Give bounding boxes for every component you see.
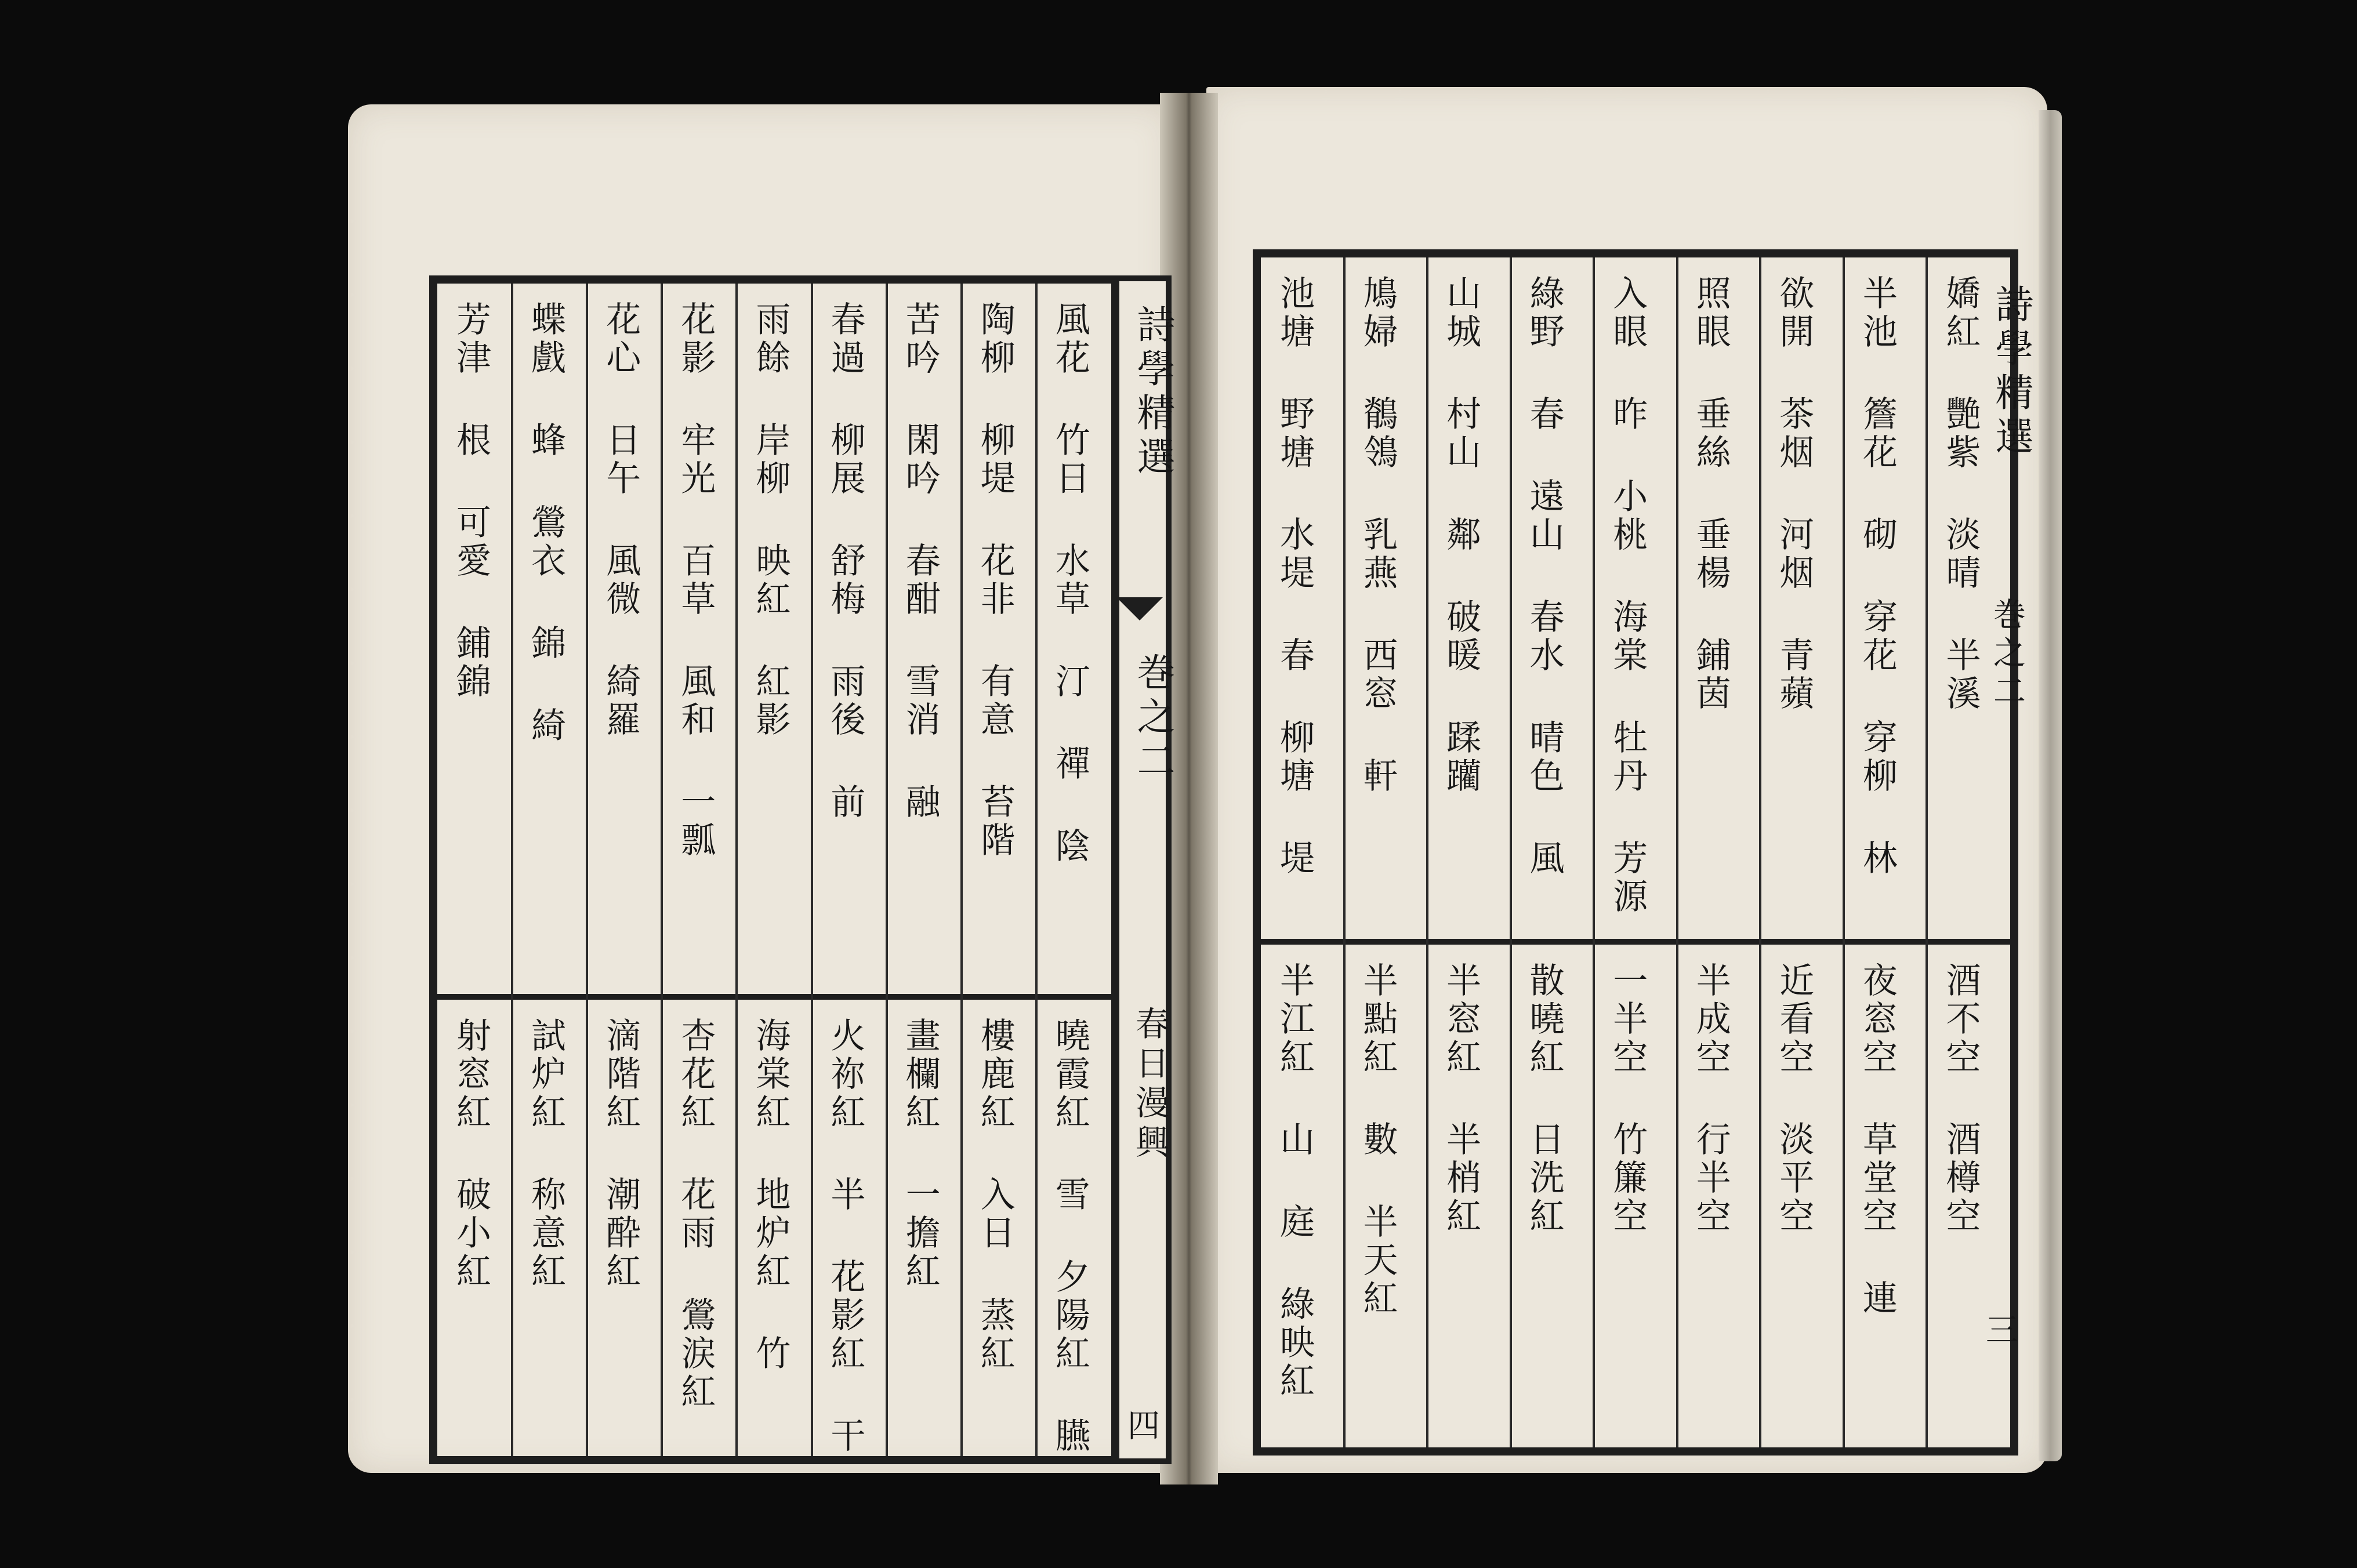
fish-tail-mark	[1116, 597, 1163, 620]
column-rule	[1759, 257, 1761, 1447]
lower-text-column: 散曉紅 日洗紅	[1524, 962, 1565, 1236]
column-rule	[886, 284, 888, 1456]
lower-text-column: 夜窓空 草堂空 連	[1856, 962, 1898, 1318]
right-text-frame	[1253, 249, 2018, 1456]
upper-text-column: 陶柳 柳堤 花非 有意 苔階	[974, 301, 1016, 860]
upper-text-column: 綠野 春 遠山 春水 晴色 風	[1524, 275, 1565, 878]
upper-text-column: 半池 簷花 砌 穿花 穿柳 林	[1856, 275, 1898, 878]
upper-text-column: 芳津 根 可愛 鋪錦	[451, 301, 491, 701]
column-rule	[1676, 257, 1678, 1447]
left-block-center	[1119, 275, 1175, 1464]
column-rule	[960, 284, 963, 1456]
lower-text-column: 半江紅 山 庭 綠映紅	[1274, 962, 1315, 1400]
lower-text-column: 半窓紅 半梢紅	[1441, 962, 1482, 1236]
right-text-grid	[1261, 257, 2010, 1447]
column-rule	[1926, 257, 1928, 1447]
upper-text-column: 蝶戲 蜂 鶯衣 錦 綺	[525, 301, 567, 745]
column-rule	[811, 284, 813, 1456]
column-rule	[511, 284, 513, 1456]
upper-text-column: 春過 柳展 舒梅 雨後 前	[825, 301, 866, 822]
row-divider	[437, 994, 1111, 1000]
column-rule	[1426, 257, 1428, 1447]
lower-text-column: 畫欄紅 一擔紅	[900, 1017, 941, 1291]
lower-text-column: 杏花紅 花雨 鶯涙紅	[675, 1017, 716, 1411]
row-divider	[1261, 939, 2010, 945]
column-rule	[661, 284, 663, 1456]
column-rule	[1843, 257, 1845, 1447]
upper-text-column: 欲開 茶烟 河烟 青蘋	[1774, 275, 1815, 713]
column-rule	[1510, 257, 1512, 1447]
upper-text-column: 雨餘 岸柳 映紅 紅影	[750, 301, 791, 739]
folio-number-right: 三	[1986, 1312, 2018, 1349]
lower-text-column: 試炉紅 称意紅	[525, 1017, 567, 1291]
left-text-grid	[437, 284, 1111, 1456]
lower-text-column: 火祢紅 半 花影紅 干	[825, 1017, 866, 1456]
lower-text-column: 近看空 淡平空	[1774, 962, 1815, 1236]
column-rule	[1035, 284, 1038, 1456]
column-rule	[586, 284, 588, 1456]
upper-text-column: 花影 牢光 百草 風和 一瓢	[675, 301, 716, 860]
book-title: 詩學精選	[1130, 304, 1175, 481]
lower-text-column: 酒不空 酒樽空	[1940, 962, 1981, 1236]
left-text-frame	[429, 275, 1119, 1464]
upper-text-column: 嬌紅 艷紫 淡晴 半溪	[1940, 275, 1981, 713]
volume-label: 巻之二	[1130, 652, 1175, 785]
column-rule	[735, 284, 738, 1456]
upper-text-column: 風花 竹日 水草 汀 禪 陰	[1049, 301, 1090, 866]
volume-label-right: 巻之二	[1988, 597, 2026, 712]
lower-text-column: 曉霞紅 雪 夕陽紅 臙	[1049, 1017, 1090, 1456]
upper-text-column: 鳩婦 鶺鴒 乳燕 西窓 軒	[1357, 275, 1398, 796]
page-edges	[2039, 110, 2062, 1461]
book-title-right: 詩學精選	[1989, 284, 2033, 460]
right-block-center	[1972, 249, 2033, 1456]
upper-text-column: 苦吟 閑吟 春酣 雪消 融	[900, 301, 941, 822]
lower-text-column: 半成空 行半空	[1690, 962, 1731, 1236]
column-rule	[1593, 257, 1595, 1447]
upper-text-column: 池塘 野塘 水堤 春 柳塘 堤	[1274, 275, 1315, 878]
upper-text-column: 入眼 昨 小桃 海棠 牡丹 芳源	[1607, 275, 1648, 916]
lower-text-column: 海棠紅 地炉紅 竹	[750, 1017, 791, 1373]
open-book	[348, 87, 2047, 1490]
lower-text-column: 半點紅 數 半天紅	[1357, 962, 1398, 1318]
upper-text-column: 山城 村山 鄰 破暖 蹂躪	[1441, 275, 1482, 796]
lower-text-column: 滴階紅 潮酔紅	[600, 1017, 641, 1291]
folio-number: 四	[1127, 1407, 1160, 1445]
lower-text-column: 射窓紅 破小紅	[451, 1017, 491, 1291]
upper-text-column: 花心 日午 風微 綺羅	[600, 301, 641, 739]
lower-text-column: 樓鹿紅 入日 蒸紅	[974, 1017, 1016, 1373]
column-rule	[1343, 257, 1346, 1447]
lower-text-column: 一半空 竹簾空	[1607, 962, 1648, 1236]
section-title: 春日漫興	[1130, 1006, 1169, 1164]
upper-text-column: 照眼 垂絲 垂楊 鋪茵	[1690, 275, 1731, 713]
